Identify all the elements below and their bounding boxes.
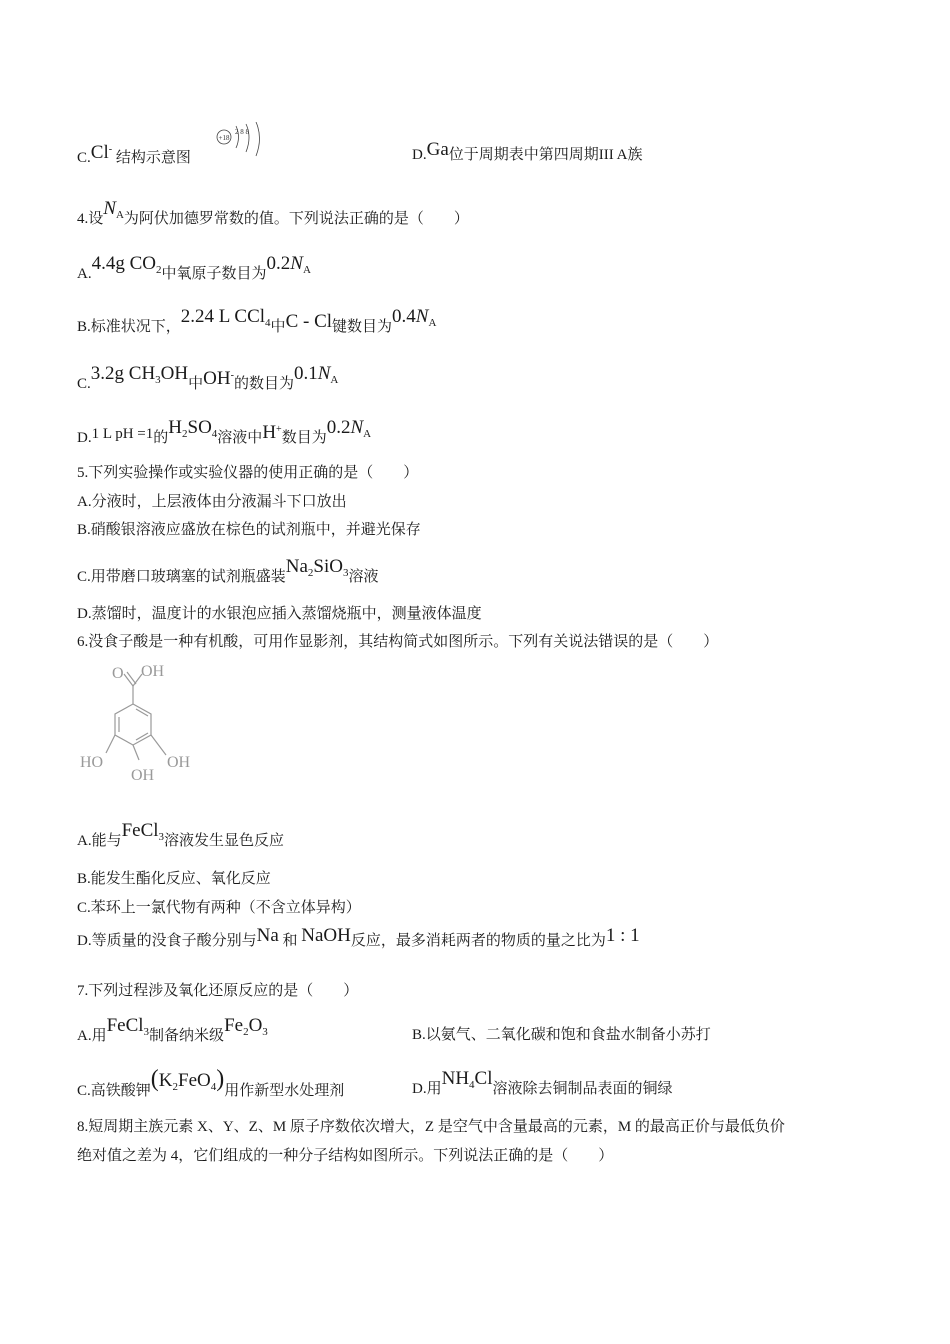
q4-option-b: B.标准状况下，2.24 L CCl$_4$中C - Cl键数目为$0.4N_A$ [77,306,437,335]
chloride-ion-formula: Cl- [90,142,113,163]
q5-option-d: D.蒸馏时，温度计的水银泡应插入蒸馏烧瓶中，测量液体温度 [77,606,482,622]
gallic-acid-structure [78,656,208,786]
q5-stem: 5.下列实验操作或实验仪器的使用正确的是（ ） [77,465,419,481]
q5-option-c: C.用带磨口玻璃塞的试剂瓶盛装$Na_2SiO_3$溶液 [77,556,379,585]
q6-option-b: B.能发生酯化反应、氧化反应 [77,871,271,887]
svg-text:O: O [112,665,124,682]
avogadro-symbol: $N_A$ [103,198,124,221]
q6-option-a: A.能与FeCl$_3$溶液发生显色反应 [77,820,285,849]
gallium-symbol: Ga [426,139,449,160]
q4-option-a: A.4.4g $CO_2$中氧原子数目为$0.2N_A$ [77,253,311,282]
q6-option-d: D.等质量的没食子酸分别与Na 和 NaOH反应，最多消耗两者的物质的量之比为1 : 1 [77,925,640,949]
q3-option-c: C.Cl- 结构示意图 [77,142,191,166]
q7-option-c: C.高铁酸钾$(K_2FeO_4)$用作新型水处理剂 [77,1066,345,1099]
q3-option-d: D.Ga位于周期表中第四周期III A族 [412,139,643,163]
q4-stem: 4.设$N_A$为阿伏加德罗常数的值。下列说法正确的是（ ） [77,198,469,227]
svg-text:2 8 8: 2 8 8 [235,128,249,136]
q6-option-c: C.苯环上一氯代物有两种（不含立体异构） [77,900,361,916]
svg-text:+18: +18 [218,134,230,142]
gallic-acid-structure-svg [78,656,208,786]
svg-text:OH: OH [167,754,191,771]
svg-text:HO: HO [80,754,104,771]
q7-option-d: D.用$NH_4Cl$溶液除去铜制品表面的铜绿 [412,1068,673,1097]
chloride-atomic-structure-diagram [210,122,270,162]
svg-text:OH: OH [131,767,155,784]
q4-option-c: C.3.2g $CH_3OH$中OH-的数目为$0.1N_A$ [77,363,339,392]
q6-stem: 6.没食子酸是一种有机酸，可用作显影剂，其结构简式如图所示。下列有关说法错误的是（ ） [77,634,719,650]
q7-option-a: A.用FeCl$_3$制备纳米级$Fe_2O_3$ [77,1015,268,1044]
q7-option-b: B.以氨气、二氧化碳和饱和食盐水制备小苏打 [412,1027,711,1043]
q5-option-b: B.硝酸银溶液应盛放在棕色的试剂瓶中，并避光保存 [77,522,421,538]
q4-option-d: D.1 L pH =1的$H_2SO_4$溶液中H+数目为$0.2N_A$ [77,417,372,446]
q8-stem-line2: 绝对值之差为 4，它们组成的一种分子结构如图所示。下列说法正确的是（ ） [77,1148,614,1164]
q8-stem-line1: 8.短周期主族元素 X、Y、Z、M 原子序数依次增大，Z 是空气中含量最高的元素，M 的最高正价与最低负价 [77,1119,785,1135]
q7-stem: 7.下列过程涉及氧化还原反应的是（ ） [77,983,359,999]
q5-option-a: A.分液时，上层液体由分液漏斗下口放出 [77,494,347,510]
svg-text:OH: OH [141,663,165,680]
